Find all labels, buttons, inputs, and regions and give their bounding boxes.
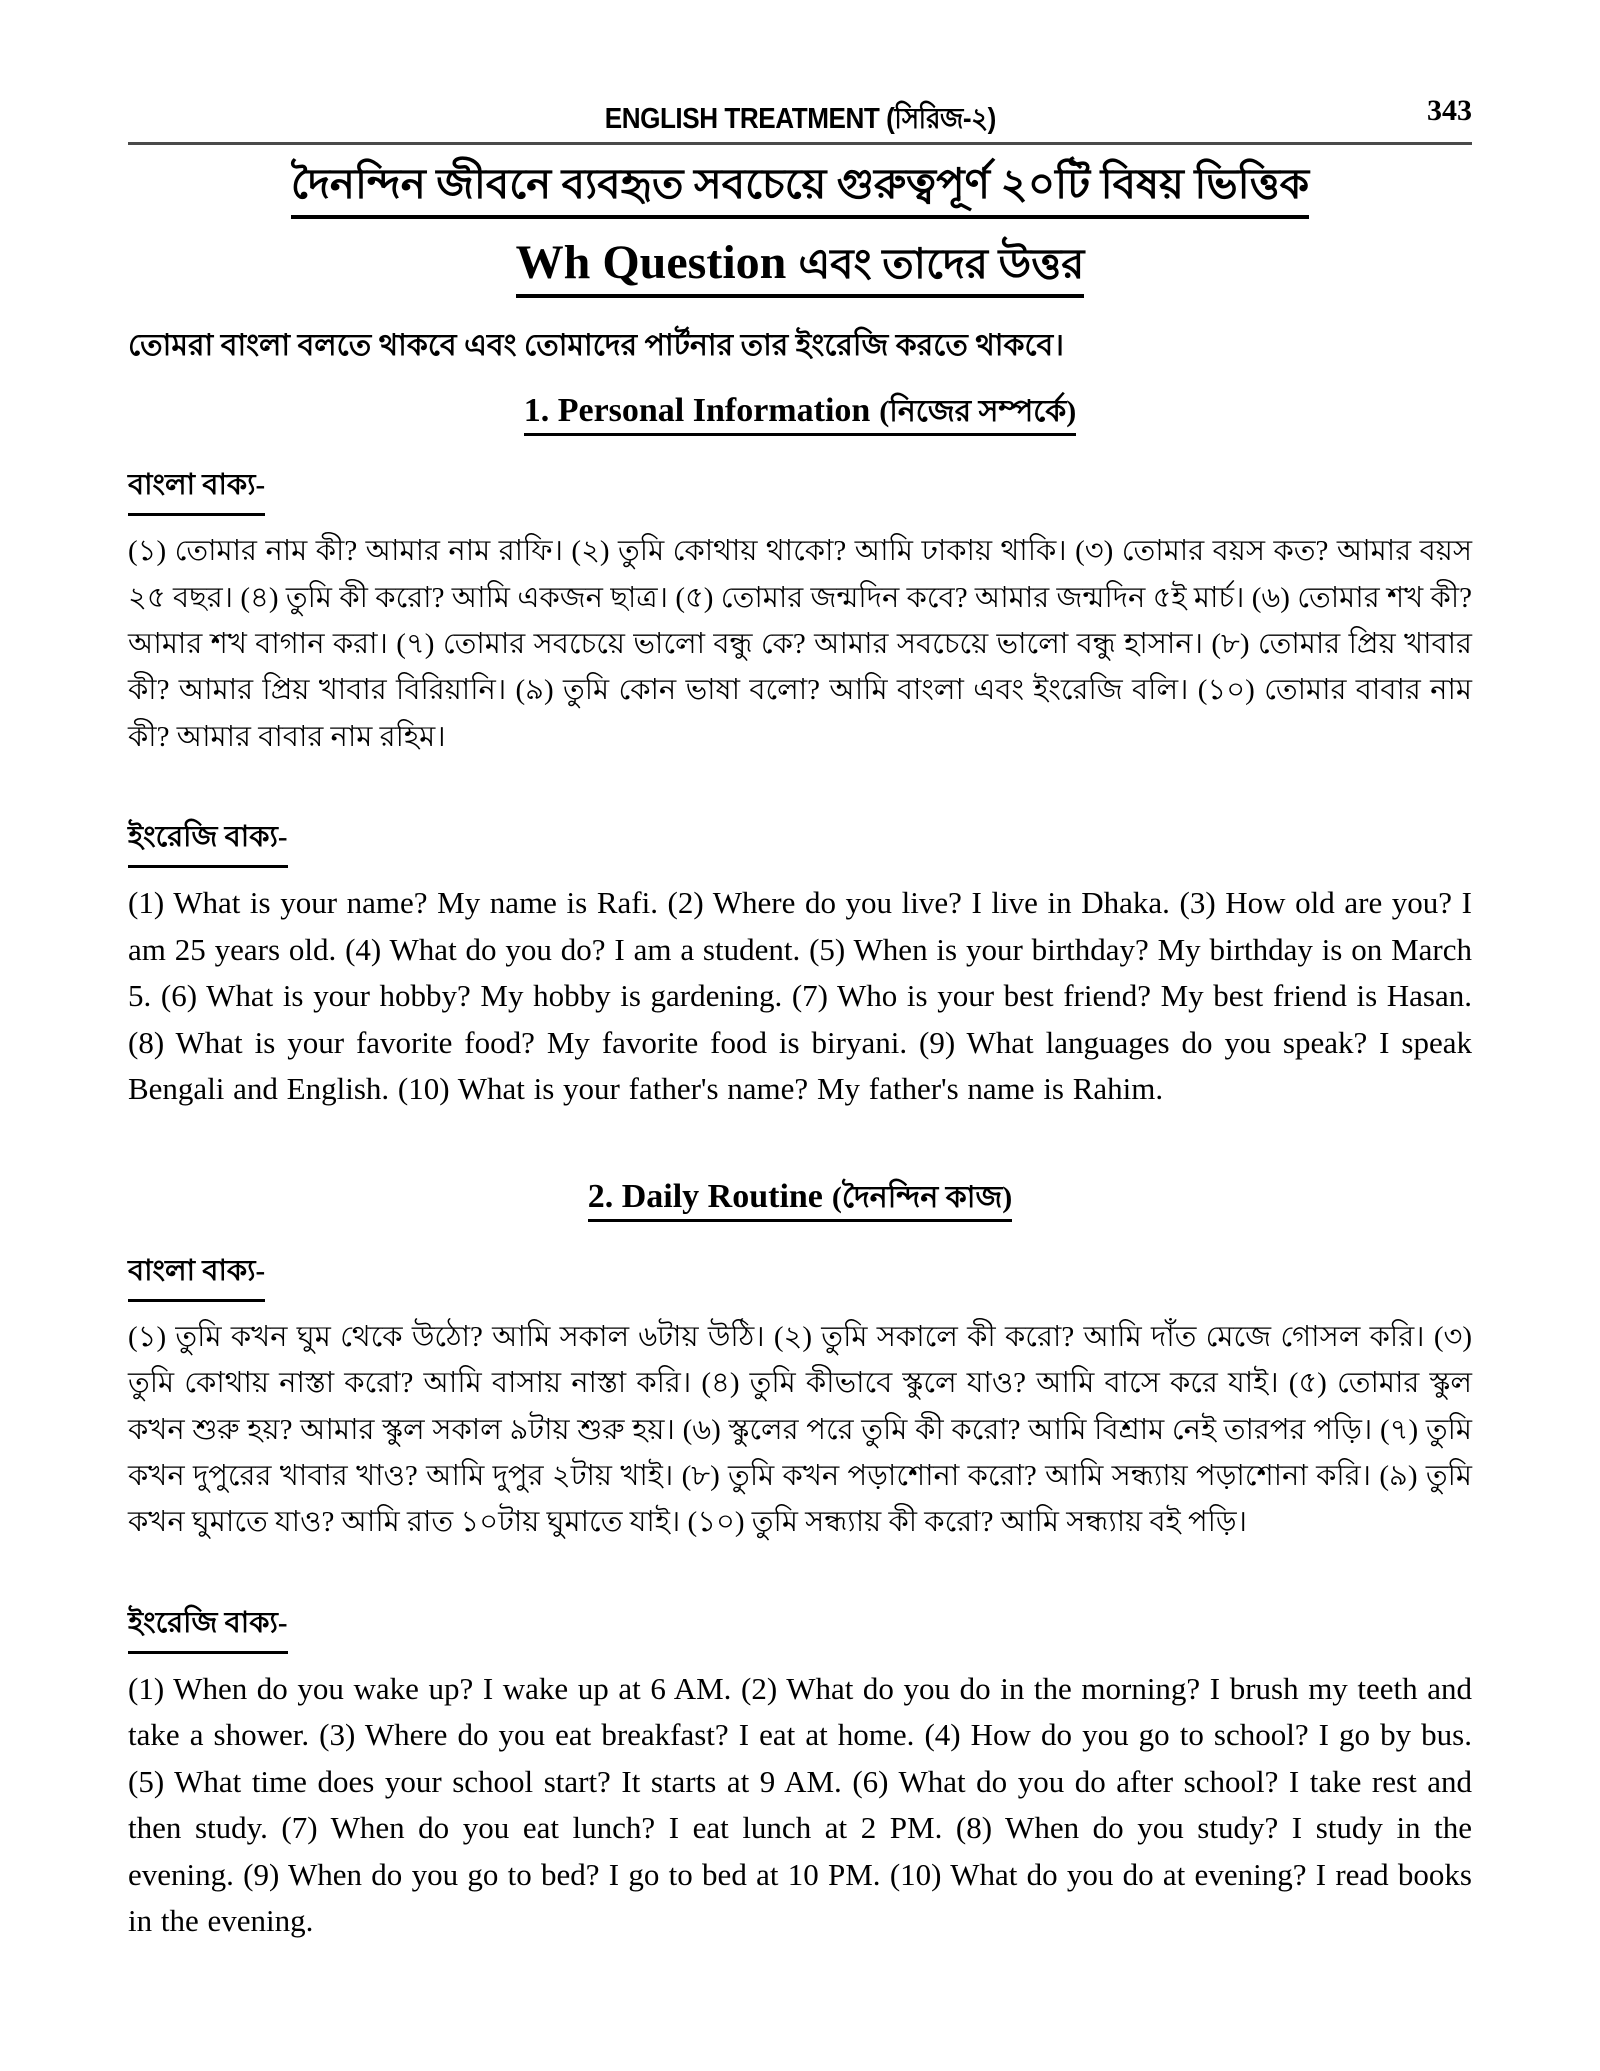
main-title-text: দৈনন্দিন জীবনে ব্যবহৃত সবচেয়ে গুরুত্বপূর্ণ ২০টি বিষয় ভিত্তিক (291, 161, 1309, 219)
english-label-text: ইংরেজি বাক্য- (128, 1600, 288, 1654)
section-heading-bn: (দৈনন্দিন কাজ) (831, 1180, 1013, 1214)
main-title (128, 161, 1472, 219)
wh-question-title-bn: এবং তাদের উত্তর (798, 242, 1085, 289)
english-label (128, 1600, 1472, 1654)
english-label (128, 814, 1472, 868)
bangla-paragraph: (১) তুমি কখন ঘুম থেকে উঠো? আমি সকাল ৬টায় উঠি। (২) তুমি সকালে কী করো? আমি দাঁত মেজে গোসল করি। (৩) তুমি কোথায় নাস্তা করো? আমি বাসায় নাস্তা করি। (৪) তুমি কীভাবে স্কুলে যাও? আমি বাসে করে যাই। (৫) তোমার স্কুল কখন শুরু হয়? আমার স্কুল সকাল ৯টায় শুরু হয়। (৬) স্কুলের পরে তুমি কী করো? আমি বিশ্রাম নেই তারপর পড়ি। (৭) তুমি কখন দুপুরের খাবার খাও? আমি দুপুর ২টায় খাই। (৮) তুমি কখন পড়াশোনা করো? আমি সন্ধ্যায় পড়াশোনা করি। (৯) তুমি কখন ঘুমাতে যাও? আমি রাত ১০টায় ঘুমাতে যাই। (১০) তুমি সন্ধ্যায় কী করো? আমি সন্ধ্যায় বই পড়ি। (128, 1320, 1472, 1539)
section-heading-latin: 1. Personal Information (523, 392, 871, 430)
section-heading-bn: (নিজের সম্পর্কে) (879, 395, 1077, 429)
english-label-text: ইংরেজি বাক্য- (128, 814, 288, 868)
bangla-label (128, 1248, 1472, 1302)
intro-text: তোমরা বাংলা বলতে থাকবে এবং তোমাদের পার্টনার তার ইংরেজি করতে থাকবে। (128, 329, 1064, 363)
section-heading (128, 1177, 1472, 1222)
bangla-label-text: বাংলা বাক্য- (128, 462, 265, 516)
bangla-paragraph: (১) তোমার নাম কী? আমার নাম রাফি। (২) তুমি কোথায় থাকো? আমি ঢাকায় থাকি। (৩) তোমার বয়স কত? আমার বয়স ২৫ বছর। (৪) তুমি কী করো? আমি একজন ছাত্র। (৫) তোমার জন্মদিন কবে? আমার জন্মদিন ৫ই মার্চ। (৬) তোমার শখ কী? আমার শখ বাগান করা। (৭) তোমার সবচেয়ে ভালো বন্ধু কে? আমার সবচেয়ে ভালো বন্ধু হাসান। (৮) তোমার প্রিয় খাবার কী? আমার প্রিয় খাবার বিরিয়ানি। (৯) তুমি কোন ভাষা বলো? আমি বাংলা এবং ইংরেজি বলি। (১০) তোমার বাবার নাম কী? আমার বাবার নাম রহিম। (128, 535, 1472, 753)
page-number: 343 (1427, 94, 1472, 127)
section-heading (128, 391, 1472, 436)
wh-question-title-latin: Wh Question (515, 236, 787, 290)
bangla-label-text: বাংলা বাক্য- (128, 1248, 265, 1302)
page-header (128, 0, 1472, 140)
section-heading-wrap (524, 391, 1077, 436)
section-daily-routine (128, 1177, 1472, 1945)
section-heading-wrap (588, 1177, 1013, 1222)
section-heading-latin: 2. Daily Routine (587, 1177, 823, 1215)
bangla-label (128, 462, 1472, 516)
section-personal-information (128, 391, 1472, 1113)
english-paragraph: (1) When do you wake up? I wake up at 6 AM. (2) What do you do in the morning? I brush my teeth and take a shower. (3) Where do you eat breakfast? I eat at home. (4) How do you go to school? I go by bus. (5) What time does your school start? It starts at 9 AM. (6) What do you do after school? I take rest and then study. (7) When do you eat lunch? I eat lunch at 2 PM. (8) When do you study? I study in the evening. (9) When do you go to bed? I go to bed at 10 PM. (10) What do you do at evening? I read books in the evening. (128, 1670, 1472, 1939)
wh-question-title (128, 237, 1472, 298)
english-paragraph: (1) What is your name? My name is Rafi. (2) Where do you live? I live in Dhaka. (3) How old are you? I am 25 years old. (4) What do you do? I am a student. (5) When is your birthday? My birthday is on March 5. (6) What is your hobby? My hobby is gardening. (7) Who is your best friend? My best friend is Hasan. (8) What is your favorite food? My favorite food is biryani. (9) What languages do you speak? I speak Bengali and English. (10) What is your father's name? My father's name is Rahim. (128, 885, 1472, 1107)
wh-question-title-wrap (516, 237, 1085, 298)
book-title: ENGLISH TREATMENT (সিরিজ-২) (604, 103, 996, 135)
